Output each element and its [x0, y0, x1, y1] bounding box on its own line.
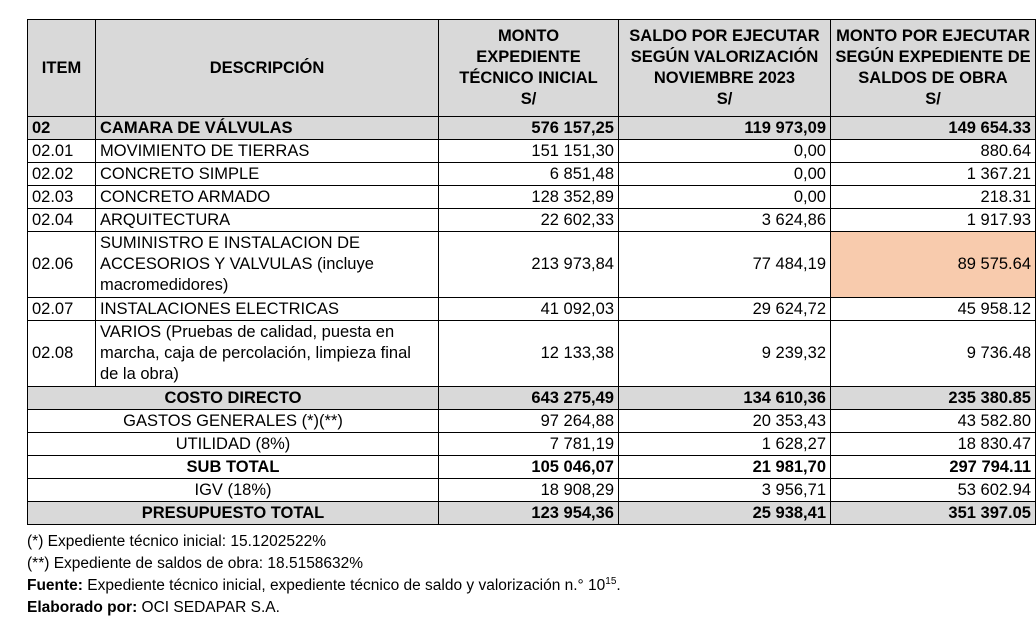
- cell-monto-saldos: 43 582.80: [831, 410, 1036, 433]
- cell-monto-saldos: 53 602.94: [831, 479, 1036, 502]
- table-row: [28, 163, 1036, 186]
- table-row: [28, 209, 1036, 232]
- cell-monto-saldos: 235 380.85: [831, 387, 1036, 410]
- cell-descripcion: VARIOS (Pruebas de calidad, puesta en marcha, caja de percolación, limpieza final de la obra): [96, 321, 439, 387]
- cell-item: 02.04: [28, 209, 96, 232]
- summary-row-costo-directo: [28, 387, 1036, 410]
- cell-descripcion: ARQUITECTURA: [96, 209, 439, 232]
- cell-saldo: 25 938,41: [619, 502, 831, 525]
- cell-monto-saldos: 880.64: [831, 140, 1036, 163]
- cell-saldo: 134 610,36: [619, 387, 831, 410]
- cell-monto-inicial: 18 908,29: [439, 479, 619, 502]
- source-label: Fuente:: [27, 577, 83, 594]
- cell-saldo: 29 624,72: [619, 298, 831, 321]
- summary-label: COSTO DIRECTO: [28, 387, 439, 410]
- table-row-chapter: [28, 117, 1036, 140]
- footnotes: [27, 531, 1003, 619]
- cell-descripcion: INSTALACIONES ELECTRICAS: [96, 298, 439, 321]
- cell-monto-inicial: 643 275,49: [439, 387, 619, 410]
- cell-saldo: 3 956,71: [619, 479, 831, 502]
- summary-row-presupuesto-total: [28, 502, 1036, 525]
- cell-monto-inicial: 41 092,03: [439, 298, 619, 321]
- cell-monto-inicial: 105 046,07: [439, 456, 619, 479]
- cell-monto-inicial: 6 851,48: [439, 163, 619, 186]
- cell-item: 02.03: [28, 186, 96, 209]
- table-row: [28, 232, 1036, 298]
- source-superscript: 15: [605, 575, 617, 587]
- header-descripcion: DESCRIPCIÓN: [96, 20, 439, 117]
- footnote-2: (**) Expediente de saldos de obra: 18.5158632%: [27, 555, 364, 572]
- cell-monto-saldos: 297 794.11: [831, 456, 1036, 479]
- cell-descripcion: MOVIMIENTO DE TIERRAS: [96, 140, 439, 163]
- cell-descripcion: CONCRETO SIMPLE: [96, 163, 439, 186]
- summary-row-sub-total: [28, 456, 1036, 479]
- cell-monto-saldos: 9 736.48: [831, 321, 1036, 387]
- cell-descripcion: SUMINISTRO E INSTALACION DE ACCESORIOS Y VALVULAS (incluye macromedidores): [96, 232, 439, 298]
- cell-monto-inicial: 151 151,30: [439, 140, 619, 163]
- cell-monto-inicial: 22 602,33: [439, 209, 619, 232]
- cell-monto-saldos-highlighted: 89 575.64: [831, 232, 1036, 298]
- cell-monto-saldos: 1 367.21: [831, 163, 1036, 186]
- cell-item: 02.07: [28, 298, 96, 321]
- author-label: Elaborado por:: [27, 599, 138, 616]
- cell-monto-inicial: 12 133,38: [439, 321, 619, 387]
- cell-monto-inicial: 576 157,25: [439, 117, 619, 140]
- cell-monto-saldos: 45 958.12: [831, 298, 1036, 321]
- budget-table: [27, 19, 1036, 525]
- header-item: ITEM: [28, 20, 96, 117]
- header-row: [28, 20, 1036, 117]
- source-end: .: [616, 577, 621, 594]
- cell-monto-inicial: 123 954,36: [439, 502, 619, 525]
- cell-monto-inicial: 7 781,19: [439, 433, 619, 456]
- cell-saldo: 0,00: [619, 163, 831, 186]
- source-note: [27, 575, 1003, 597]
- cell-item: 02.08: [28, 321, 96, 387]
- cell-item: 02: [28, 117, 96, 140]
- summary-label: PRESUPUESTO TOTAL: [28, 502, 439, 525]
- summary-label: GASTOS GENERALES (*)(**): [28, 410, 439, 433]
- cell-monto-saldos: 18 830.47: [831, 433, 1036, 456]
- cell-monto-saldos: 1 917.93: [831, 209, 1036, 232]
- header-monto-inicial: MONTO EXPEDIENTE TÉCNICO INICIAL S/: [439, 20, 619, 117]
- table-row: [28, 186, 1036, 209]
- cell-monto-saldos: 218.31: [831, 186, 1036, 209]
- summary-label: SUB TOTAL: [28, 456, 439, 479]
- budget-document: [27, 19, 1031, 619]
- cell-monto-inicial: 213 973,84: [439, 232, 619, 298]
- table-row: [28, 298, 1036, 321]
- cell-saldo: 21 981,70: [619, 456, 831, 479]
- cell-saldo: 3 624,86: [619, 209, 831, 232]
- cell-item: 02.06: [28, 232, 96, 298]
- footnote-1: (*) Expediente técnico inicial: 15.1202522%: [27, 533, 326, 550]
- cell-saldo: 9 239,32: [619, 321, 831, 387]
- source-text: Expediente técnico inicial, expediente técnico de saldo y valorización n.° 10: [82, 577, 606, 594]
- summary-label: IGV (18%): [28, 479, 439, 502]
- cell-saldo: 0,00: [619, 186, 831, 209]
- table-row: [28, 140, 1036, 163]
- summary-row-igv: [28, 479, 1036, 502]
- cell-saldo: 119 973,09: [619, 117, 831, 140]
- header-saldo-valorizacion: SALDO POR EJECUTAR SEGÚN VALORIZACIÓN NOVIEMBRE 2023 S/: [619, 20, 831, 117]
- cell-saldo: 1 628,27: [619, 433, 831, 456]
- cell-saldo: 0,00: [619, 140, 831, 163]
- cell-item: 02.02: [28, 163, 96, 186]
- summary-label: UTILIDAD (8%): [28, 433, 439, 456]
- cell-descripcion: CONCRETO ARMADO: [96, 186, 439, 209]
- cell-item: 02.01: [28, 140, 96, 163]
- summary-row-gastos-generales: [28, 410, 1036, 433]
- cell-descripcion: CAMARA DE VÁLVULAS: [96, 117, 439, 140]
- cell-monto-saldos: 351 397.05: [831, 502, 1036, 525]
- cell-saldo: 20 353,43: [619, 410, 831, 433]
- cell-saldo: 77 484,19: [619, 232, 831, 298]
- cell-monto-inicial: 97 264,88: [439, 410, 619, 433]
- author-note: [27, 597, 1003, 619]
- table-row: [28, 321, 1036, 387]
- author-text: OCI SEDAPAR S.A.: [137, 599, 280, 616]
- summary-row-utilidad: [28, 433, 1036, 456]
- cell-monto-saldos: 149 654.33: [831, 117, 1036, 140]
- header-monto-saldos: MONTO POR EJECUTAR SEGÚN EXPEDIENTE DE SALDOS DE OBRA S/: [831, 20, 1036, 117]
- cell-monto-inicial: 128 352,89: [439, 186, 619, 209]
